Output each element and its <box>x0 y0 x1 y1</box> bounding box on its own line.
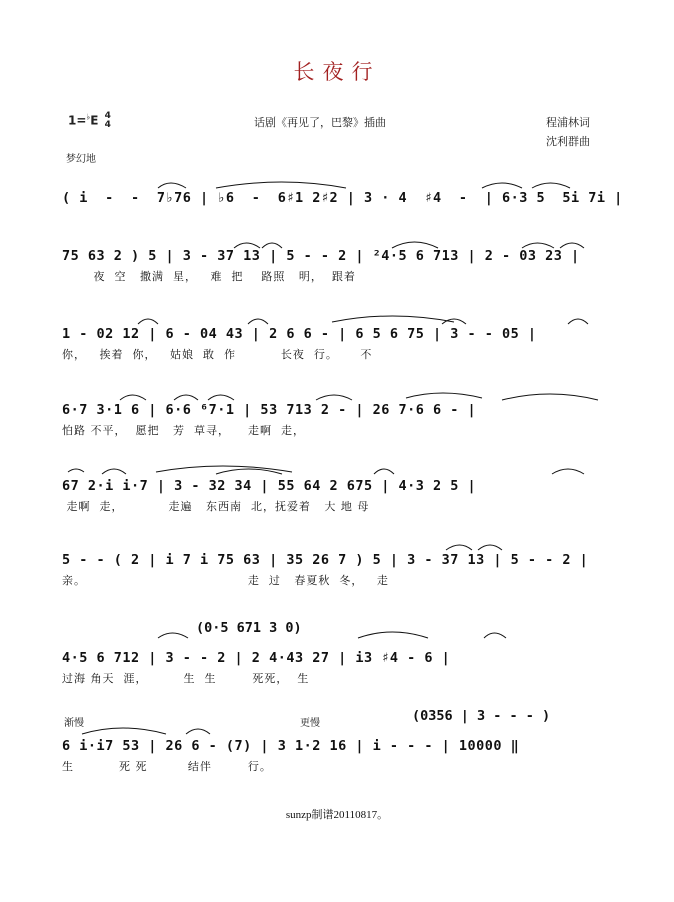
ritardando-marking: 渐慢 <box>64 718 84 729</box>
key-prefix: 1= <box>68 113 87 128</box>
song-title: 长夜行 <box>293 60 381 84</box>
key-flat: ♭ <box>86 112 91 122</box>
composer: 沈利群曲 <box>546 135 590 148</box>
outro-phrase: (0356 | 3 - - - ) <box>412 708 551 724</box>
lyrics-line: 亲。 走 过 春夏秋 冬， 走 <box>62 574 389 587</box>
tempo-marking: 梦幻地 <box>66 154 96 165</box>
key-note: E <box>90 113 99 128</box>
time-bottom: 4 <box>104 120 111 130</box>
lyrics-line: 走啊 走， 走遍 东西南 北，抚爱着 大 地 母 <box>62 500 370 513</box>
lyrics-line: 你， 挨着 你， 姑娘 敢 作 长夜 行。 不 <box>62 348 373 361</box>
key-signature <box>68 112 111 130</box>
lyrics-line: 夜 空 撒满 星， 难 把 路照 明， 跟着 <box>62 270 356 283</box>
notation-line: 5 - - ( 2 | i 7 i 75 63 | 35 26 7 ) 5 | 3 - 37 13 | 5 - - 2 | <box>62 552 589 568</box>
more-ritardando-marking: 更慢 <box>300 718 320 729</box>
time-signature <box>105 112 111 130</box>
notation-line: 6·7 3·1 6 | 6·6 ⁶7·1 | 53 713 2 - | 26 7·6 6 - | <box>62 402 477 418</box>
notation-line: 4·5 6 712 | 3 - - 2 | 2 4·43 27 | i3 ♯4 - 6 | <box>62 650 451 666</box>
time-top: 4 <box>104 111 111 121</box>
notation-line: 75 63 2 ) 5 | 3 - 37 13 | 5 - - 2 | ²4·5 6 713 | 2 - 03 23 | <box>62 248 580 264</box>
slur-marks <box>62 626 610 640</box>
notation-line: ( i - - 7♭76 | ♭6 - 6♯1 2♯2 | 3 · 4 ♯4 - | 6·3 5 5i 7i | <box>62 190 623 206</box>
notation-line: 67 2·i i·7 | 3 - 32 34 | 55 64 2 675 | 4·3 2 5 | <box>62 478 477 494</box>
notation-line: 1 - 02 12 | 6 - 04 43 | 2 6 6 - | 6 5 6 75 | 3 - - 05 | <box>62 326 537 342</box>
subtitle: 话剧《再见了，巴黎》插曲 <box>254 116 386 129</box>
transcriber-credit: sunzp制谱20110817。 <box>285 809 389 821</box>
lyricist: 程浦林词 <box>546 116 590 129</box>
lyrics-line: 生 死 死 结伴 行。 <box>62 760 272 773</box>
notation-line: 6 i·i7 53 | 26 6 - (7) | 3 1·2 16 | i - - - | 10000 ‖ <box>62 738 520 754</box>
lyrics-line: 过海 角天 涯， 生 生 死死， 生 <box>62 672 310 685</box>
lyrics-line: 怕路 不平， 愿把 芳 草寻， 走啊 走， <box>62 424 305 437</box>
intro-phrase: (0·5 671 3 0) <box>196 620 302 636</box>
